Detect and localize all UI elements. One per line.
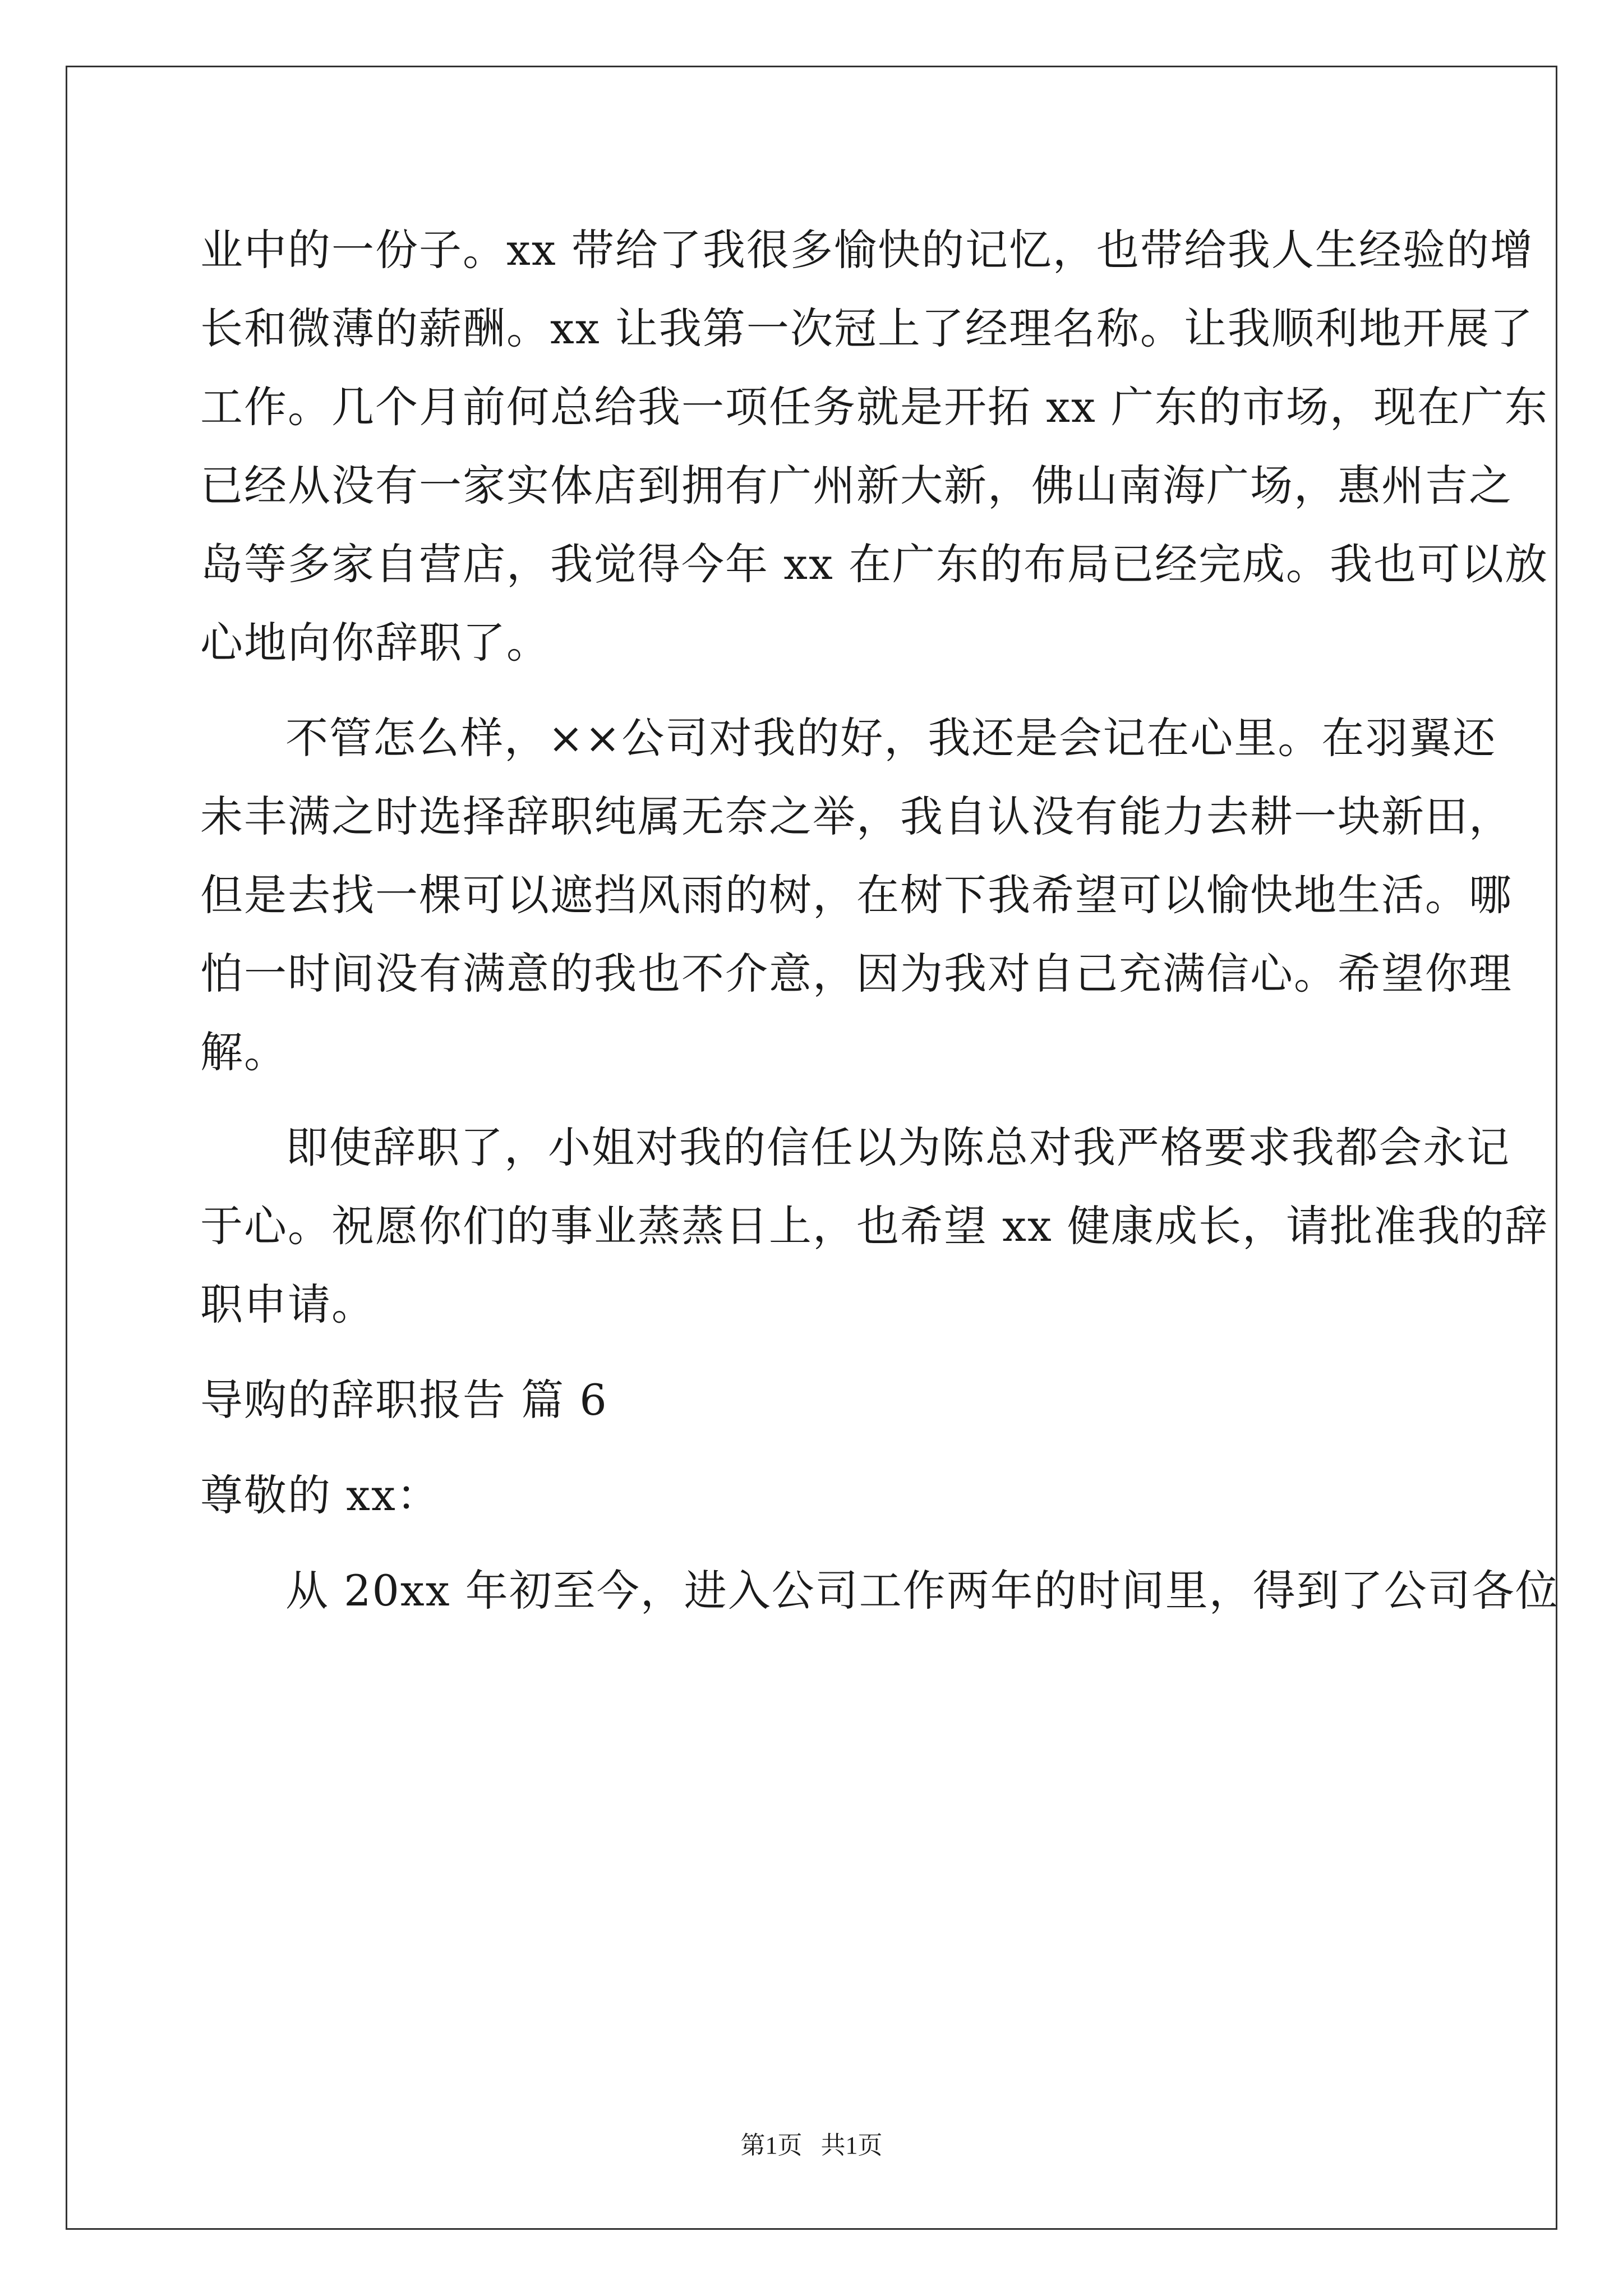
paragraph-line: 工作。几个月前何总给我一项任务就是开拓 xx 广东的市场，现在广东 [200,382,1549,432]
paragraph-line: 未丰满之时选择辞职纯属无奈之举，我自认没有能力去耕一块新田， [200,792,1513,841]
paragraph-line: 已经从没有一家实体店到拥有广州新大新，佛山南海广场，惠州吉之 [200,461,1513,510]
page-number-footer: 第1页 共1页 [740,2132,883,2159]
paragraph-line: 但是去找一棵可以遮挡风雨的树，在树下我希望可以愉快地生活。哪 [200,870,1513,920]
paragraph-line: 从 20xx 年初至今，进入公司工作两年的时间里，得到了公司各位 [285,1566,1559,1616]
paragraph-line: 解。 [200,1027,288,1077]
section-heading: 导购的辞职报告 篇 6 [200,1375,608,1425]
paragraph-line: 即使辞职了，小姐对我的信任以为陈总对我严格要求我都会永记 [285,1122,1510,1172]
paragraph-line: 心地向你辞职了。 [200,618,550,668]
paragraph-line: 怕一时间没有满意的我也不介意，因为我对自己充满信心。希望你理 [200,949,1513,999]
salutation: 尊敬的 xx： [200,1470,440,1520]
paragraph-line: 不管怎么样，××公司对我的好，我还是会记在心里。在羽翼还 [285,713,1497,763]
paragraph-line: 业中的一份子。xx 带给了我很多愉快的记忆，也带给我人生经验的增 [200,225,1534,275]
paragraph-line: 职申请。 [200,1280,375,1329]
paragraph-line: 岛等多家自营店，我觉得今年 xx 在广东的布局已经完成。我也可以放 [200,539,1549,589]
paragraph-line: 长和微薄的薪酬。xx 让我第一次冠上了经理名称。让我顺利地开展了 [200,303,1534,353]
paragraph-line: 于心。祝愿你们的事业蒸蒸日上，也希望 xx 健康成长，请批准我的辞 [200,1201,1549,1251]
